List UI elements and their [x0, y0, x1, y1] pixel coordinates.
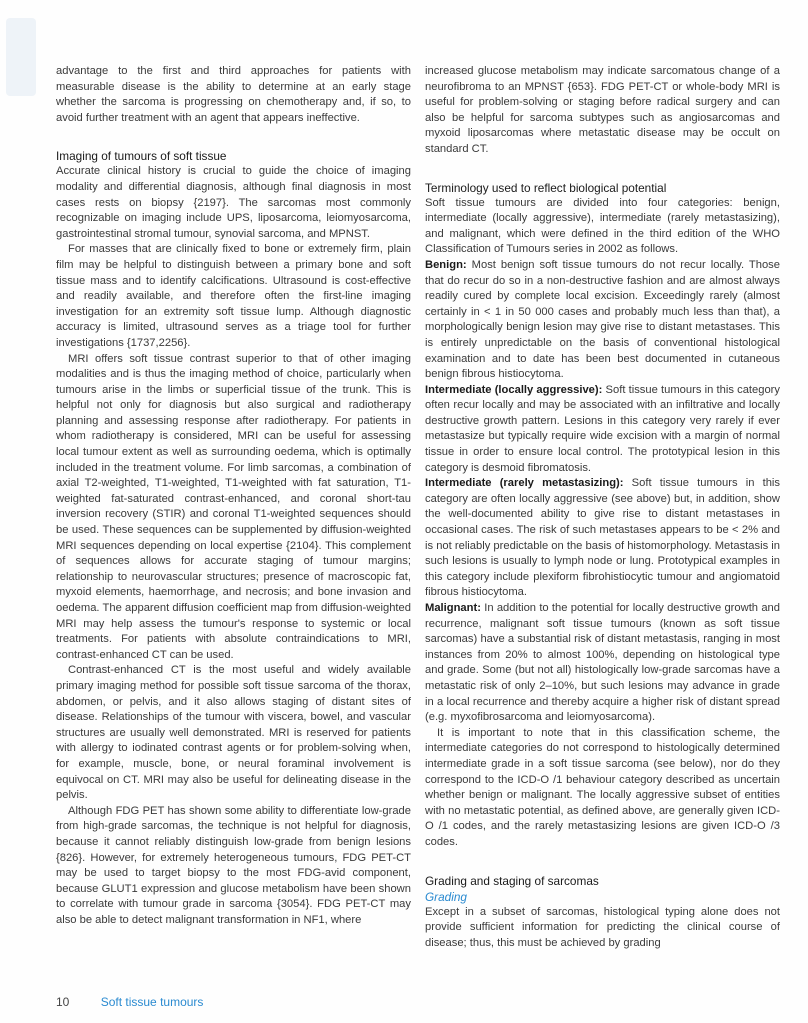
- definition-text: Soft tissue tumours in this category are often locally aggressive (see above) but, in addition, show the well-documented ability to give rise to distant metastases in occasional cases. The risk of such metastases appears to be < 2% and is not reliably predictable on the basis of histomorphology. Metastasis in such lesions is usually to lymph node or lung. Prototypical examples in this category include plexiform fibrohistiocytic tumour and angiomatoid fibrous histiocytoma.: [425, 477, 781, 599]
- paragraph: For masses that are clinically fixed to bone or extremely firm, plain film may be helpful to distinguish between a primary bone and soft tissue mass and to identify calcifications. Ultrasound is cost-effective and readily available, and therefore often the first-line imaging investigation for an extremity soft tissue lump. Although diagnostic accuracy is limited, ultrasound serves as a triage tool for further investigations {1737,2256}.: [56, 243, 411, 349]
- paragraph: It is important to note that in this classification scheme, the intermediate categories do not correspond to histologically determined intermediate grade in a soft tissue sarcoma (see below), nor do they correspond to the ICD-O /1 behaviour category described as uncertain whether benign or malignant. The locally aggressive subset of entities with no metastatic potential, as defined above, are generally given ICD-O /1 codes, and the rarely metastasizing lesions are given ICD-O /3 codes.: [425, 726, 780, 848]
- paragraph: Contrast-enhanced CT is the most useful and widely available primary imaging method for possible soft tissue sarcoma of the thorax, abdomen, or pelvis, and it also allows staging of distant sites of disease. Relationships of the tumour with viscera, bowel, and vascular structures are usually well demonstrated. MRI is reserved for patients with allergy to iodinated contrast agents or for problem-solving when, for example, muscle, bone, or neural foraminal involvement is equivocal on CT. MRI may also be useful for delineating disease in the pelvis.: [56, 664, 411, 802]
- definition-text: Soft tissue tumours in this category often recur locally and may be associated with an infiltrative and locally destructive growth pattern. Lesions in this category very rarely if ever metastasize but typically require wide excision with a margin of normal tissue in order to ensure local control. The prototypical lesion in this category is desmoid fibromatosis.: [425, 383, 781, 474]
- term-benign: Benign:: [425, 258, 467, 271]
- left-column: [56, 64, 411, 928]
- section-heading-grading-staging: Grading and staging of sarcomas: [425, 873, 599, 888]
- page-edge-tab: [6, 18, 36, 96]
- paragraph: advantage to the first and third approaches for patients with measurable disease is the ability to determine at an early stage whether the sarcoma is progressing on chemotherapy and, if so, to avoid further treatment with an agent that appears ineffective.: [56, 65, 411, 124]
- paragraph: Except in a subset of sarcomas, histological typing alone does not provide sufficient information for predicting the clinical course of disease; thus, this must be achieved by grading: [425, 905, 780, 949]
- paragraph: MRI offers soft tissue contrast superior to that of other imaging modalities and is thus the imaging method of choice, particularly when tumours arise in the limbs or superficial tissue of the trunk. This is helpful not only for diagnosis but also surgical and radiotherapy planning and assessing response after radiotherapy. For patients in whom radiotherapy is considered, MRI can be useful for assessing local tumour extent as well as surrounding oedema, which is optimally included in the treatment volume. For limb sarcomas, a combination of axial T2-weighted, T1-weighted, T1-weighted with fat saturation, T1-weighted fat-saturated contrast-enhanced, and coronal short-tau inversion recovery (STIR) and coronal T1-weighted sequences should be used. These sequences can be supplemented by diffusion-weighted MRI sequences depending on local expertise {2104}. This complement of sequences allows for accurate staging of tumour margins; relationship to neurovascular structures; presence of macroscopic fat, myxoid elements, haemorrhage, and necrosis; and bone invasion and oedema. The apparent diffusion coefficient map from diffusion-weighted MRI may help assess the tumour's response to systemic or local treatments. For patients with absolute contraindications to MRI, contrast-enhanced CT can be used.: [56, 352, 411, 661]
- page-footer: [56, 995, 203, 1009]
- paragraph: Soft tissue tumours are divided into four categories: benign, intermediate (locally aggressive), intermediate (rarely metastasizing), and malignant, which were defined in the third edition of the WHO Classification of Tumours series in 2002 as follows.: [425, 196, 780, 256]
- definition-rarely-metastasizing: [425, 476, 780, 601]
- paragraph: Although FDG PET has shown some ability to differentiate low-grade from high-grade sarcomas, the technique is not helpful for diagnosis, because it cannot reliably distinguish low-grade from benign lesions {826}. However, for extremely heterogeneous tumours, FDG PET-CT may be used to target biopsy to the most FDG-avid component, because GLUT1 expression and glucose metabolism have been shown to correlate with tumour grade in sarcoma {3054}. FDG PET-CT may also be able to detect malignant transformation in NF1, where: [56, 804, 411, 926]
- definition-locally-aggressive: [425, 383, 780, 477]
- page-number: 10: [56, 995, 70, 1009]
- definition-malignant: [425, 601, 780, 726]
- term-rarely-metastasizing: Intermediate (rarely metastasizing):: [425, 477, 624, 490]
- term-locally-aggressive: Intermediate (locally aggressive):: [425, 383, 603, 396]
- section-heading-imaging: Imaging of tumours of soft tissue: [56, 149, 227, 164]
- paragraph: increased glucose metabolism may indicate sarcomatous change of a neurofibroma to an MPNST {653}. FDG PET-CT or whole-body MRI is useful for problem-solving or staging before radical surgery and can also be helpful for sarcoma subtypes such as angiosarcomas and myxoid liposarcomas where metastatic disease may be occult on standard CT.: [425, 65, 780, 155]
- section-heading-terminology: Terminology used to reflect biological potential: [425, 180, 667, 195]
- definition-text: In addition to the potential for locally destructive growth and recurrence, malignant soft tissue tumours (known as soft tissue sarcomas) have a substantial risk of distant metastasis, ranging in most instances from 20% to almost 100%, depending on histological type and grade. Some (but not all) histologically low-grade sarcomas have a metastatic risk of only 2–10%, but such lesions may advance in grade in a local recurrence and thereby acquire a higher risk of distant spread (e.g. myxofibrosarcoma and leiomyosarcoma).: [425, 602, 780, 724]
- term-malignant: Malignant:: [425, 602, 481, 614]
- subheading-grading: Grading: [425, 889, 467, 904]
- definition-text: Most benign soft tissue tumours do not recur locally. Those that do recur do so in a non-destructive fashion and are almost always readily cured by complete local excision. Exceedingly rarely (almost certainly in < 1 in 50 000 cases and probably much less than that), a morphologically benign lesion may give rise to distant metastases. This is entirely unpredictable on the basis of conventional histological examination and to date has been best documented in cutaneous benign fibrous histiocytoma.: [425, 258, 780, 381]
- running-title: Soft tissue tumours: [100, 995, 204, 1009]
- right-column: [425, 64, 780, 951]
- paragraph: Accurate clinical history is crucial to guide the choice of imaging modality and differential diagnosis, although final diagnosis in most cases rests on biopsy {2197}. The sarcomas most commonly recognizable on imaging include UPS, liposarcoma, leiomyosarcoma, gastrointestinal stromal tumour, synovial sarcoma, and MPNST.: [56, 165, 411, 240]
- definition-benign: [425, 258, 780, 383]
